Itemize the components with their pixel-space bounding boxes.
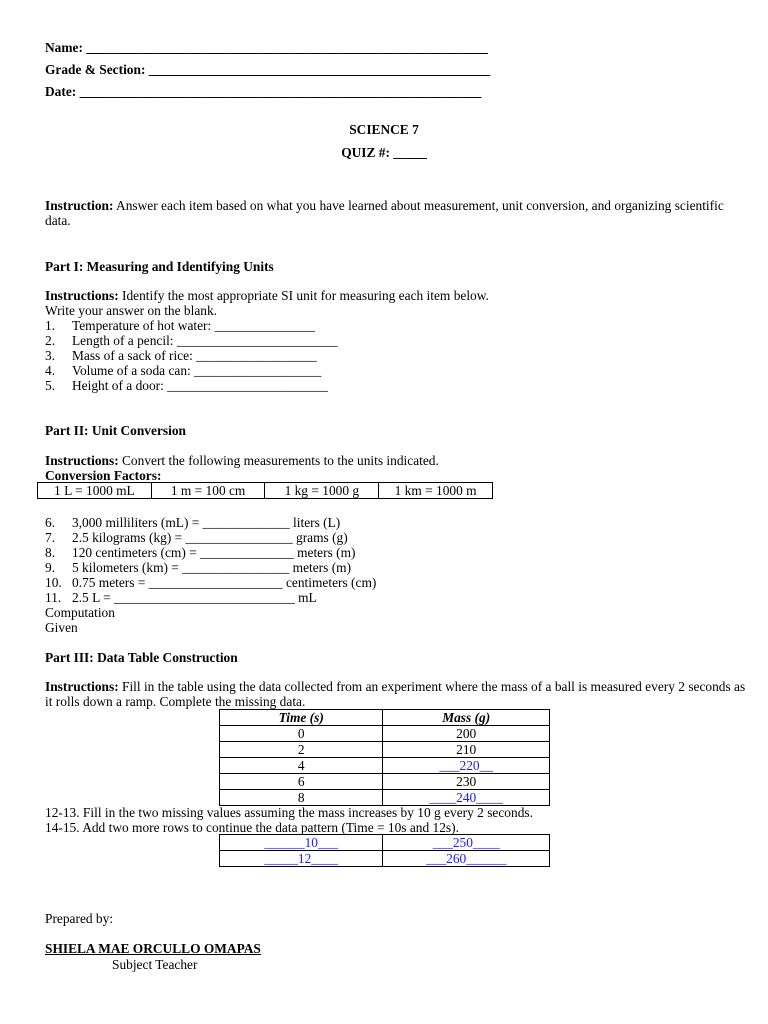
mass-cell: 210 [383,742,550,758]
item-number: 4. [45,363,56,378]
list-item [45,515,340,530]
part2-instruction [45,453,439,468]
item-text: 2.5 kilograms (kg) = ________________ grams (g) [72,530,348,545]
part1-instr-text: Identify the most appropriate SI unit for measuring each item below. [118,288,489,303]
general-instruction [45,198,725,228]
blank-prefix: ___ [426,851,447,866]
time-cell: 2 [220,742,383,758]
mass-cell: 200 [383,726,550,742]
blank-suffix: __ [479,758,493,773]
item-number: 11. [45,590,62,605]
filled-value: 10 [304,835,318,850]
list-item [45,590,317,605]
list-item [45,333,338,348]
filled-value: 240 [456,790,477,805]
list-item [45,363,321,378]
blank-suffix: ______ [466,851,507,866]
part2-instr-text: Convert the following measurements to the units indicated. [118,453,439,468]
blank-prefix: ______ [264,835,305,850]
data-table [219,709,550,806]
filled-value: 260 [446,851,467,866]
time-cell: 0 [220,726,383,742]
item-text: Mass of a sack of rice: __________________ [72,348,317,363]
question-12-13: 12-13. Fill in the two missing values assuming the mass increases by 10 g every 2 seconds. [45,805,533,820]
item-text: Height of a door: ________________________ [72,378,328,393]
factor-cell: 1 km = 1000 m [379,483,493,499]
item-number: 10. [45,575,62,590]
part1-title: Part I: Measuring and Identifying Units [45,259,274,274]
part1-instr-label: Instructions: [45,288,119,303]
instruction-label: Instruction: [45,198,114,213]
item-text: 0.75 meters = ____________________ centimeters (cm) [72,575,377,590]
filled-value: 220 [459,758,480,773]
item-text: 120 centimeters (cm) = ______________ meters (m) [72,545,356,560]
table-row [220,758,550,774]
list-item [45,318,315,333]
mass-column-header: Mass (g) [383,710,550,726]
list-item [45,575,376,590]
time-cell: 6 [220,774,383,790]
item-number: 8. [45,545,56,560]
teacher-role: Subject Teacher [112,957,198,972]
mass-cell: 230 [383,774,550,790]
part3-instruction [45,679,750,709]
blank-suffix: ___ [317,835,339,850]
item-number: 6. [45,515,56,530]
instruction-text: Answer each item based on what you have learned about measurement, unit conversion, and organizing scientific data. [45,198,724,228]
teacher-name: SHIELA MAE ORCULLO OMAPAS [45,941,261,956]
computation-label: Computation [45,605,115,620]
item-number: 9. [45,560,56,575]
grade-section-line: Grade & Section: ___________________________________________________ [45,62,491,77]
list-item [45,545,355,560]
table-row [220,790,550,806]
part2-instr-label: Instructions: [45,453,119,468]
part2-title: Part II: Unit Conversion [45,423,186,438]
table-row [220,835,550,851]
item-number: 5. [45,378,56,393]
table-row [38,483,493,499]
filled-value: 250 [452,835,473,850]
mass-cell-filled [383,835,550,851]
list-item [45,378,328,393]
time-cell: 8 [220,790,383,806]
item-text: 3,000 milliliters (mL) = _____________ liters (L) [72,515,341,530]
list-item [45,530,348,545]
item-text: 2.5 L = ___________________________ mL [72,590,317,605]
mass-cell-filled [383,758,550,774]
blank-suffix: ____ [311,851,339,866]
prepared-by-label: Prepared by: [45,911,114,926]
extra-rows-table [219,834,550,867]
filled-value: 12 [297,851,312,866]
item-number: 1. [45,318,56,333]
table-row [220,742,550,758]
list-item [45,560,351,575]
part1-instruction [45,288,489,303]
blank-prefix: _____ [264,851,298,866]
item-number: 3. [45,348,56,363]
table-row [220,774,550,790]
conversion-factors-label: Conversion Factors: [45,468,162,483]
item-text: Temperature of hot water: _______________ [72,318,316,333]
name-line: Name: ____________________________________________________________ [45,40,488,55]
conversion-factors-table [37,482,493,499]
blank-prefix: ____ [429,790,457,805]
item-text: 5 kilometers (km) = ________________ meters (m) [72,560,352,575]
mass-cell-filled [383,790,550,806]
table-row [220,726,550,742]
quiz-number: QUIZ #: _____ [341,145,427,160]
part3-instr-label: Instructions: [45,679,119,694]
factor-cell: 1 m = 100 cm [151,483,265,499]
part3-title: Part III: Data Table Construction [45,650,238,665]
mass-cell-filled [383,851,550,867]
factor-cell: 1 L = 1000 mL [38,483,152,499]
table-header-row [220,710,550,726]
table-row [220,851,550,867]
item-number: 2. [45,333,56,348]
blank-prefix: ___ [432,835,453,850]
item-text: Length of a pencil: ________________________ [72,333,338,348]
factor-cell: 1 kg = 1000 g [265,483,379,499]
blank-prefix: ___ [439,758,460,773]
part1-instruction-line2: Write your answer on the blank. [45,303,217,318]
time-cell-filled [220,835,383,851]
time-cell: 4 [220,758,383,774]
item-number: 7. [45,530,56,545]
part3-instr-text: Fill in the table using the data collected from an experiment where the mass of a ball is measured every 2 seconds as it rolls down a ramp. Complete the missing data. [45,679,746,709]
question-14-15: 14-15. Add two more rows to continue the data pattern (Time = 10s and 12s). [45,820,459,835]
list-item [45,348,317,363]
blank-suffix: ____ [472,835,500,850]
blank-suffix: ____ [476,790,504,805]
given-label: Given [45,620,78,635]
subject-title: SCIENCE 7 [349,122,419,137]
time-column-header: Time (s) [220,710,383,726]
item-text: Volume of a soda can: ___________________ [72,363,322,378]
time-cell-filled [220,851,383,867]
date-line: Date: ____________________________________________________________ [45,84,482,99]
